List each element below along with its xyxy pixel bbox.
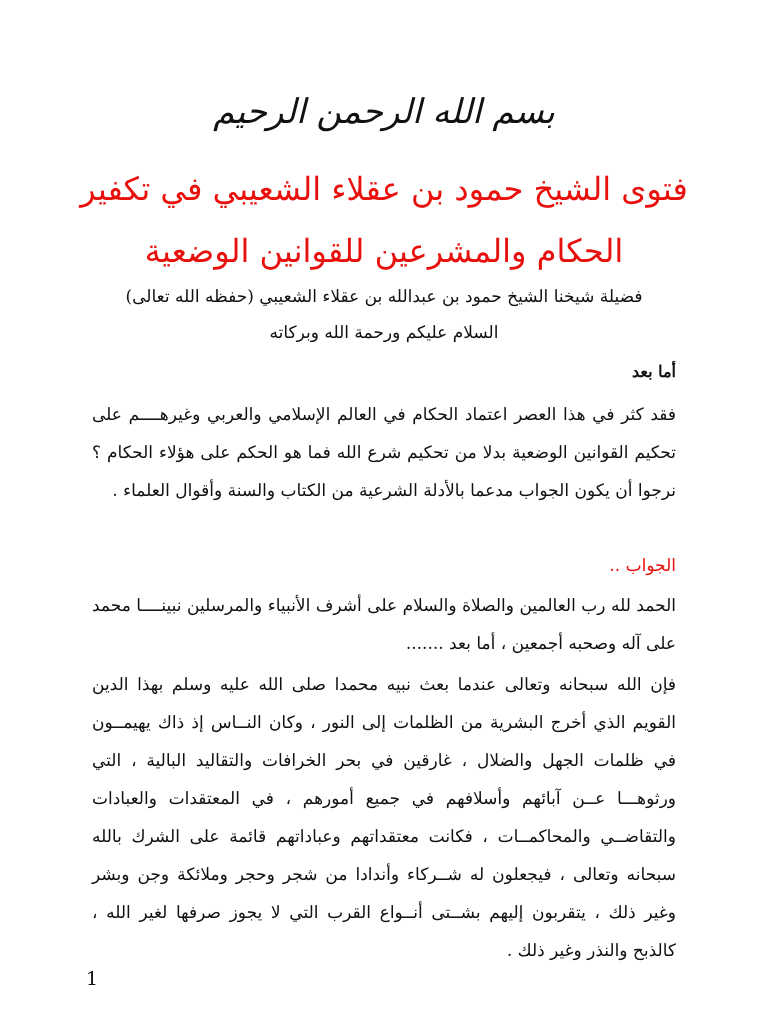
- answer-label: الجواب ..: [609, 556, 676, 576]
- author-block: [60, 279, 708, 351]
- fatwa-title: فتوى الشيخ حمود بن عقلاء الشعيبي في تكفير الحكام والمشرعين للقوانين الوضعية: [80, 170, 688, 270]
- amma-bad-heading: أما بعد: [631, 362, 676, 381]
- basmala: بسم الله الرحمن الرحيم: [213, 92, 555, 132]
- greeting-line: السلام عليكم ورحمة الله وبركاته: [269, 323, 499, 343]
- page-number: 1: [86, 968, 99, 990]
- answer-paragraph-1: الحمد لله رب العالمين والصلاة والسلام على أشرف الأنبياء والمرسلين نبينــــا محمد على آله وصحبه أجمعين ، أما بعد .......: [92, 596, 676, 654]
- author-line: فضيلة شيخنا الشيخ حمود بن عبدالله بن عقلاء الشعيبي (حفظه الله تعالى): [125, 287, 643, 307]
- question-paragraph: فقد كثر في هذا العصر اعتماد الحكام في العالم الإسلامي والعربي وغيرهــــم على تحكيم القوانين الوضعية بدلا من تحكيم شرع الله فما هو الحكم على هؤلاء الحكام ؟ نرجوا أن يكون الجواب مدعما بالأدلة الشرعية من الكتاب والسنة وأقوال العلماء .: [92, 405, 676, 501]
- answer-paragraph-2: فإن الله سبحانه وتعالى عندما بعث نبيه محمدا صلى الله عليه وسلم بهذا الدين القويم الذي أخرج البشرية من الظلمات إلى النور ، وكان النــاس إذ ذاك يهيمــون في ظلمات الجهل والضلال ، غارقين في بحر الخرافات والتقاليد البالية ، التي ورثوهـــا عــن آبائهم وأسلافهم في جميع أمورهم ، في المعتقدات والعبادات والتقاضــي والمحاكمــات ، فكانت معتقداتهم وعباداتهم قائمة على الشرك بالله سبحانه وتعالى ، فيجعلون له شــركاء وأندادا من شجر وحجر وملائكة وجن وبشر وغير ذلك ، يتقربون إليهم بشــتى أنــواع القرب التي لا يجوز صرفها لغير الله ، كالذبح والنذر وغير ذلك .: [92, 675, 676, 961]
